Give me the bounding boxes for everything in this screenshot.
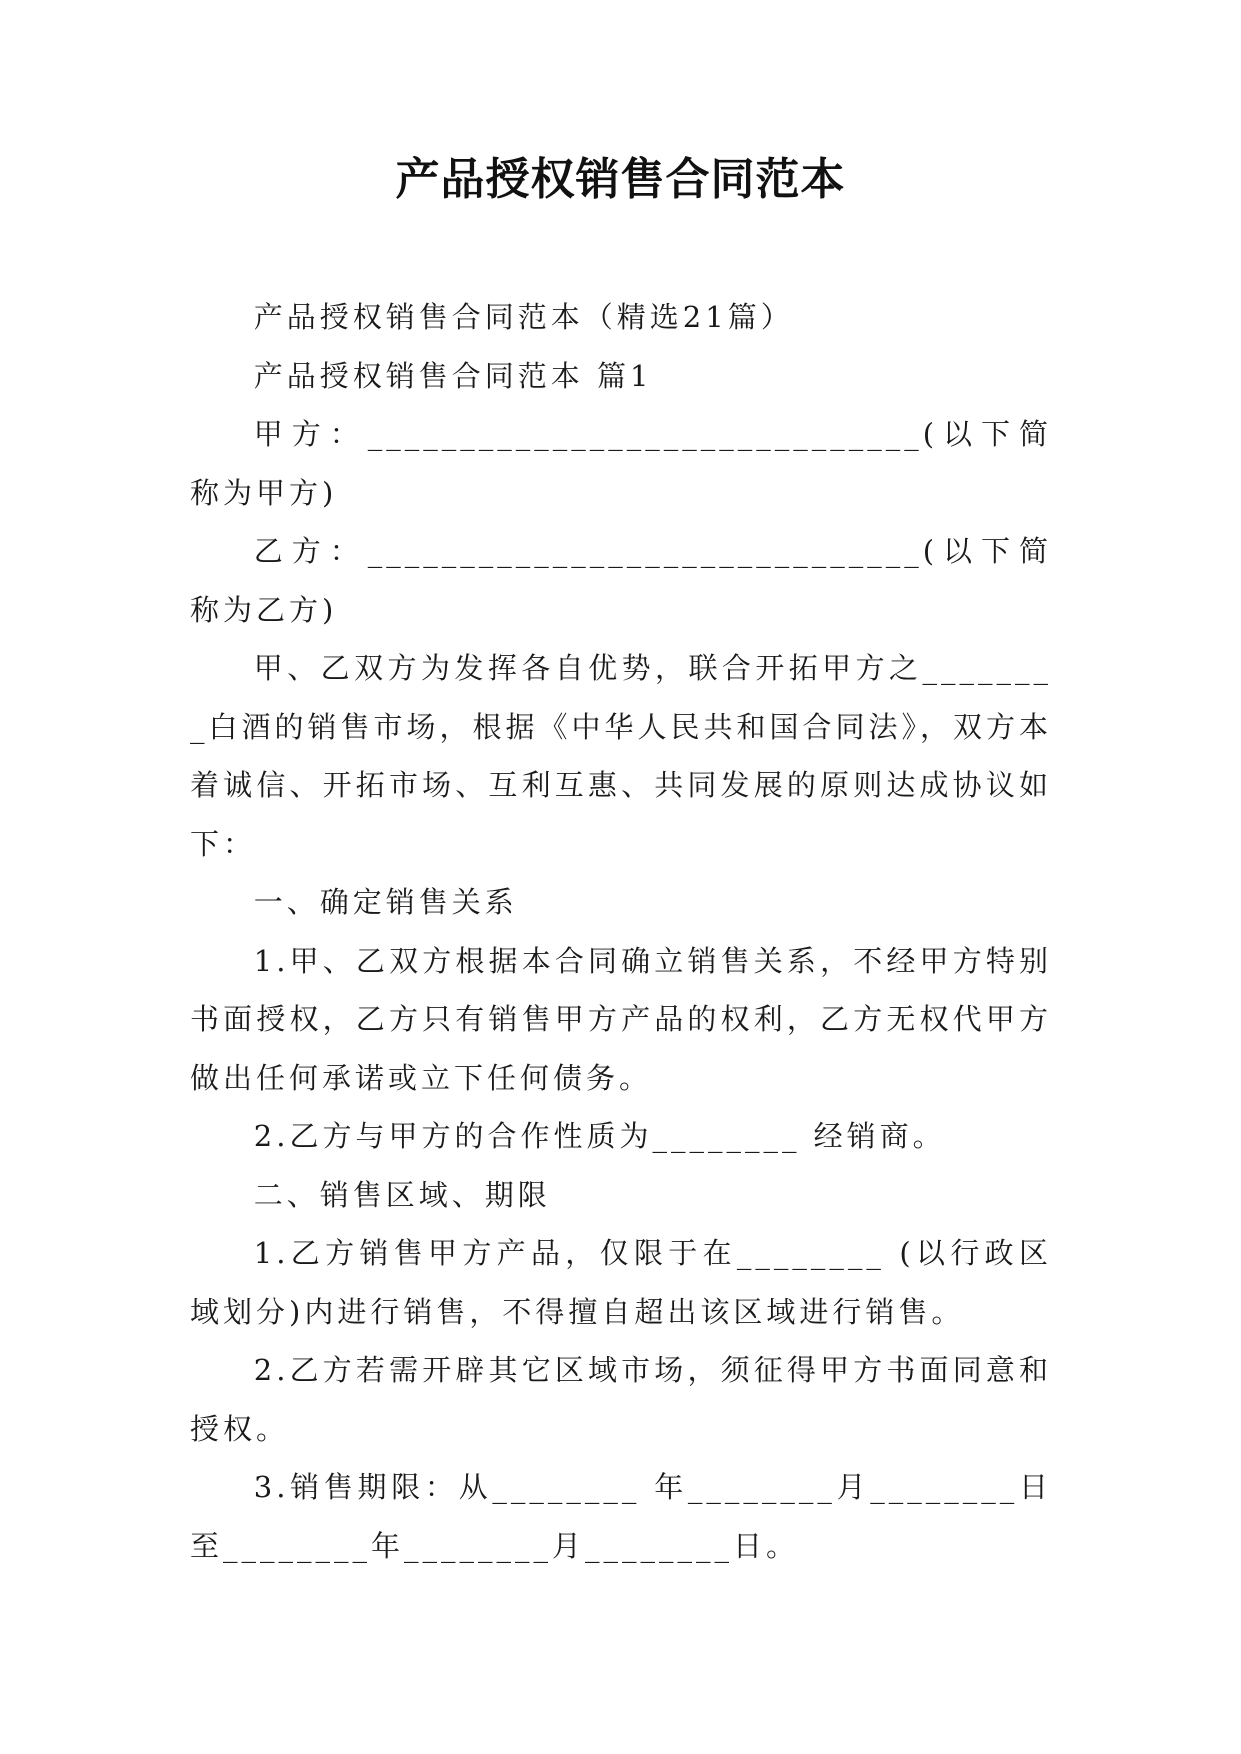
clause-heading-1: 一、确定销售关系	[253, 885, 518, 919]
section-heading: 产品授权销售合同范本 篇1	[253, 358, 653, 393]
clause-2-1: 1.乙方销售甲方产品，仅限于在________ (以行政区域划分)内进行销售，不得擅自超出该区域进行销售。	[190, 1236, 1052, 1329]
subtitle: 产品授权销售合同范本（精选21篇）	[253, 300, 794, 334]
clause-heading-2: 二、销售区域、期限	[253, 1177, 551, 1212]
clause-2-3: 3.销售期限：从________ 年________月________日至________年________月________日。	[190, 1470, 1052, 1563]
clause-1-2: 2.乙方与甲方的合作性质为________ 经销商。	[253, 1119, 946, 1153]
document-title: 产品授权销售合同范本	[395, 154, 846, 205]
party-b-line: 乙方：______________________________(以下简称为乙方)	[190, 534, 1052, 627]
clause-2-2: 2.乙方若需开辟其它区域市场，须征得甲方书面同意和授权。	[190, 1353, 1052, 1446]
clause-1-1: 1.甲、乙双方根据本合同确立销售关系，不经甲方特别书面授权，乙方只有销售甲方产品的权利，乙方无权代甲方做出任何承诺或立下任何债务。	[190, 943, 1052, 1095]
document-body	[190, 288, 1052, 1575]
preamble-paragraph: 甲、乙双方为发挥各自优势，联合开拓甲方之________白酒的销售市场，根据《中华人民共和国合同法》，双方本着诚信、开拓市场、互利互惠、共同发展的原则达成协议如下：	[190, 651, 1053, 861]
party-a-line: 甲方：______________________________(以下简称为甲方)	[190, 417, 1052, 510]
